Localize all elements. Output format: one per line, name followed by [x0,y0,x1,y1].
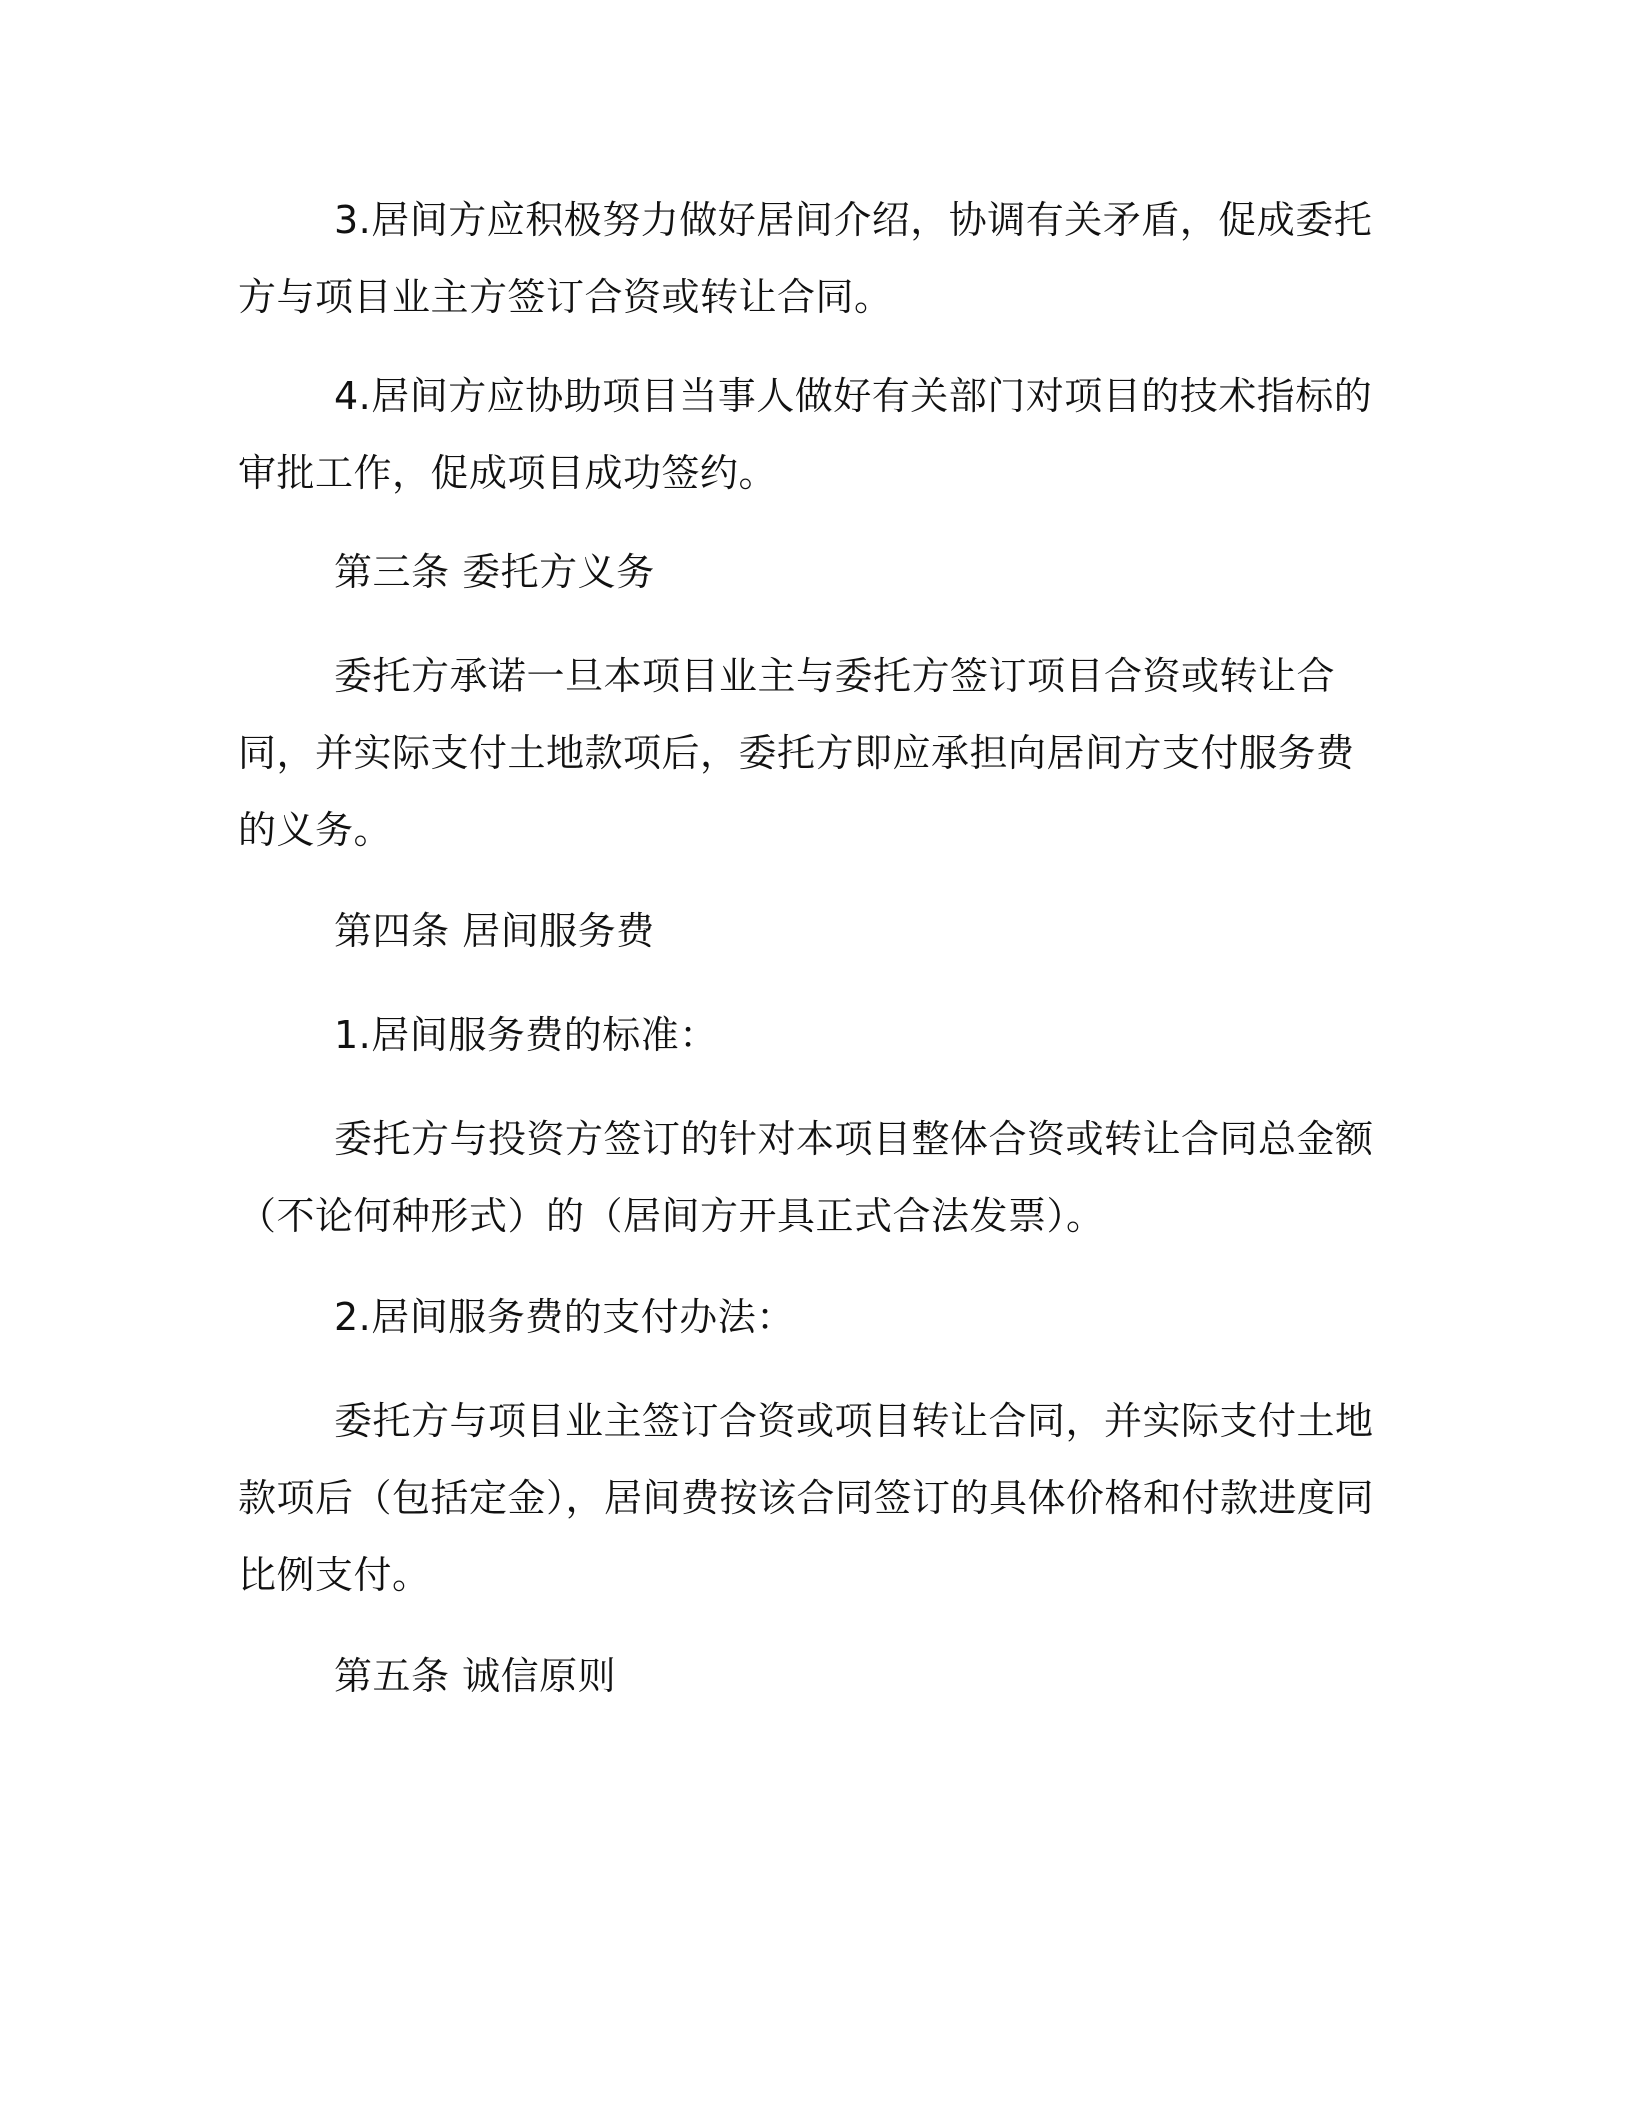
clause-4-paragraph: 4.居间方应协助项目当事人做好有关部门对项目的技术指标的审批工作，促成项目成功签约。 [238,374,1373,495]
article-3-body: 委托方承诺一旦本项目业主与委托方签订项目合资或转让合同，并实际支付土地款项后，委托方即应承担向居间方支付服务费的义务。 [238,654,1355,852]
clause-3-paragraph: 3.居间方应积极努力做好居间介绍，协调有关矛盾，促成委托方与项目业主方签订合资或转让合同。 [238,198,1373,319]
article-4-heading: 第四条 居间服务费 [334,909,655,953]
fee-payment-heading: 2.居间服务费的支付办法： [334,1295,795,1339]
article-3-heading: 第三条 委托方义务 [334,550,655,594]
fee-standard-body: 委托方与投资方签订的针对本项目整体合资或转让合同总金额（不论何种形式）的（居间方开具正式合法发票）。 [238,1117,1374,1238]
fee-standard-heading: 1.居间服务费的标准： [334,1013,718,1057]
article-5-heading: 第五条 诚信原则 [334,1654,617,1698]
fee-payment-body: 委托方与项目业主签订合资或项目转让合同，并实际支付土地款项后（包括定金），居间费按该合同签订的具体价格和付款进度同比例支付。 [238,1399,1375,1597]
document-body [238,182,1378,1715]
